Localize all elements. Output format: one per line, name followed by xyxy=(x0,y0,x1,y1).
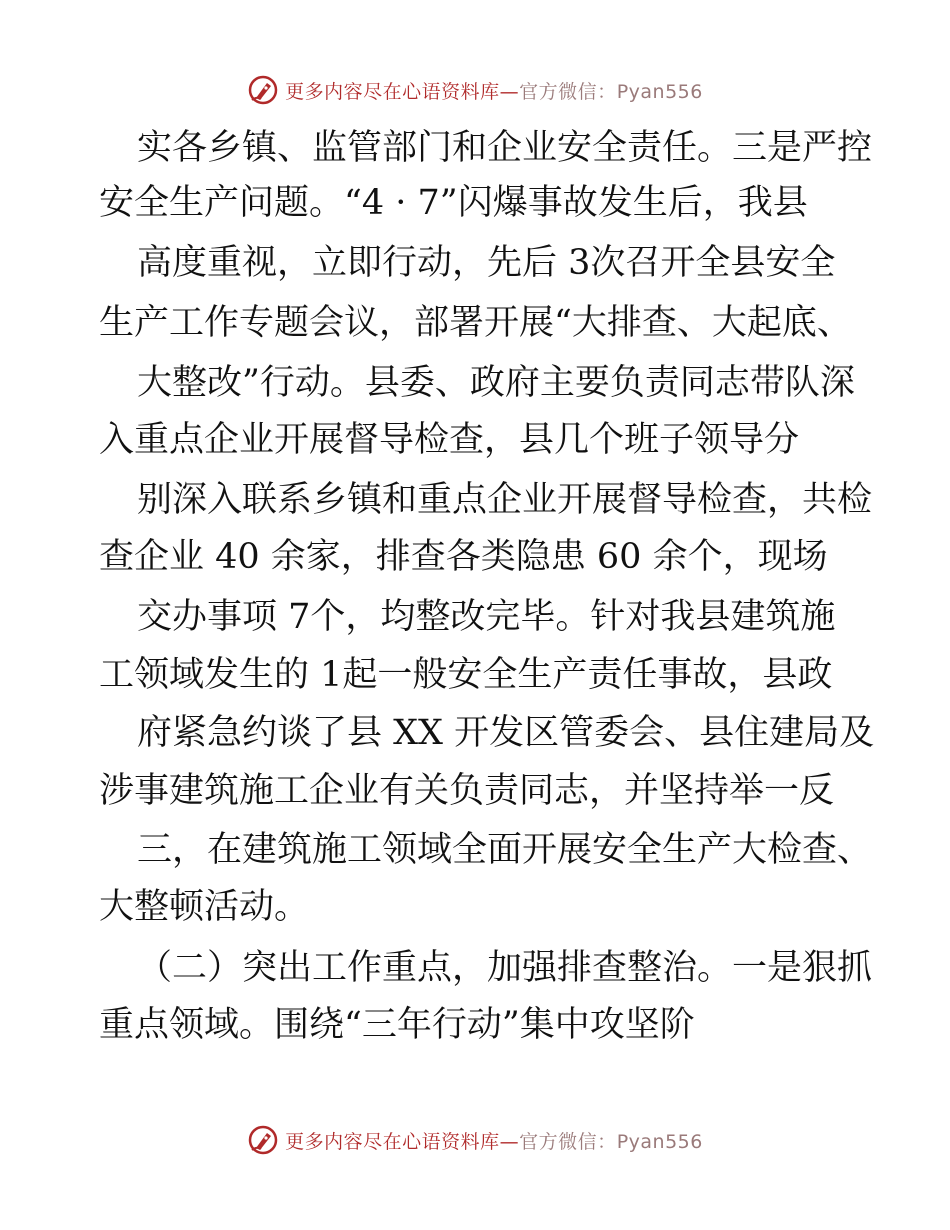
body-line: 实各乡镇、监管部门和企业安全责任。三是严控 xyxy=(137,128,873,168)
body-line: 重点领域。围绕“三年行动”集中攻坚阶 xyxy=(99,1005,695,1045)
body-line: 涉事建筑施工企业有关负责同志，并坚持举一反 xyxy=(99,771,835,811)
banner-brand: 更多内容尽在心语资料库 xyxy=(285,80,500,103)
body-line: （二）突出工作重点，加强排查整治。一是狠抓 xyxy=(137,948,873,988)
banner-wechat-id: Pyan556 xyxy=(616,1130,703,1153)
banner-text xyxy=(285,1127,703,1154)
body-line: 大整改”行动。县委、政府主要负责同志带队深 xyxy=(137,363,855,403)
banner-brand: 更多内容尽在心语资料库 xyxy=(285,1130,500,1153)
pen-nib-circle-icon xyxy=(247,1124,279,1156)
body-line: 高度重视，立即行动，先后 3次召开全县安全 xyxy=(137,243,836,283)
banner-separator: — xyxy=(499,1130,520,1153)
body-line: 安全生产问题。“4 · 7”闪爆事故发生后，我县 xyxy=(99,183,808,223)
body-line: 大整顿活动。 xyxy=(99,887,310,927)
banner-official-label: 官方微信： xyxy=(519,80,617,103)
body-line: 查企业 40 余家，排查各类隐患 60 余个，现场 xyxy=(99,537,828,577)
body-line: 工领域发生的 1起一般安全生产责任事故，县政 xyxy=(99,655,833,695)
body-line: 别深入联系乡镇和重点企业开展督导检查，共检 xyxy=(137,480,873,520)
banner-official-label: 官方微信： xyxy=(519,1130,617,1153)
body-line: 入重点企业开展督导检查，县几个班子领导分 xyxy=(99,420,800,460)
body-line: 府紧急约谈了县 XX 开发区管委会、县住建局及 xyxy=(137,713,875,753)
body-line: 生产工作专题会议，部署开展“大排查、大起底、 xyxy=(99,303,852,343)
banner-separator: — xyxy=(499,80,520,103)
banner-wechat-id: Pyan556 xyxy=(616,80,703,103)
body-line: 三，在建筑施工领域全面开展安全生产大检查、 xyxy=(137,830,873,870)
body-line: 交办事项 7个，均整改完毕。针对我县建筑施 xyxy=(137,597,836,637)
footer-banner xyxy=(0,1120,950,1160)
